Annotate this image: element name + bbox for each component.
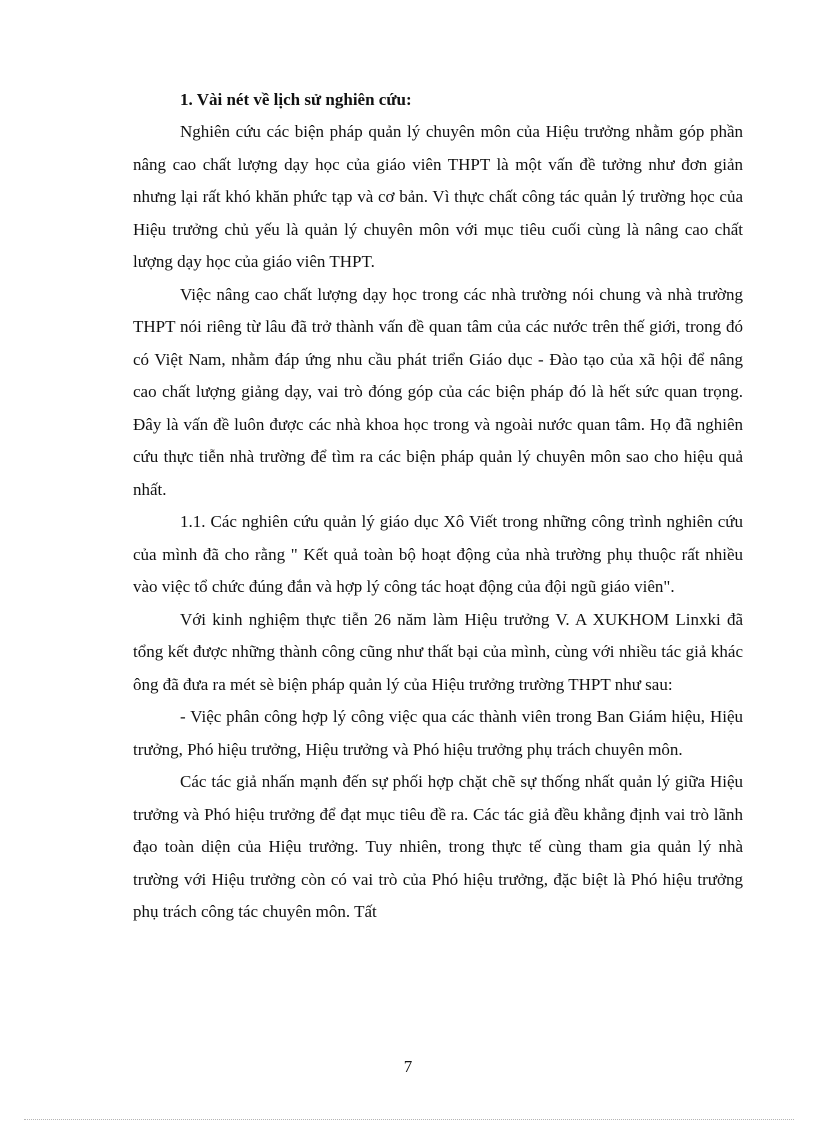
paragraph-2: Việc nâng cao chất lượng dạy học trong các nhà trường nói chung và nhà trường THPT nói riêng từ lâu đã trở thành vấn đề quan tâm của các nước trên thế giới, trong đó có Việt Nam, nhằm đáp ứng nhu cầu phát triển Giáo dục - Đào tạo của xã hội để nâng cao chất lượng giảng dạy, vai trò đóng góp của các biện pháp đó là hết sức quan trọng. Đây là vấn đề luôn được các nhà khoa học trong và ngoài nước quan tâm. Họ đã nghiên cứu thực tiễn nhà trường để tìm ra các biện pháp quản lý chuyên môn sao cho hiệu quả nhất. <box>133 284 743 499</box>
paragraph-1: Nghiên cứu các biện pháp quản lý chuyên môn của Hiệu trưởng nhằm góp phần nâng cao chất lượng dạy học của giáo viên THPT là một vấn đề tưởng như đơn giản nhưng lại rất khó khăn phức tạp và cơ bản. Vì thực chất công tác quản lý trường học của Hiệu trưởng chủ yếu là quản lý chuyên môn với mục tiêu cuối cùng là nâng cao chất lượng dạy học của giáo viên THPT. <box>133 122 743 271</box>
paragraph-3: 1.1. Các nghiên cứu quản lý giáo dục Xô Viết trong những công trình nghiên cứu của mình đã cho rằng " Kết quả toàn bộ hoạt động của nhà trường phụ thuộc rất nhiều vào việc tổ chức đúng đắn và hợp lý công tác hoạt động của đội ngũ giáo viên". <box>133 512 743 596</box>
page-bottom-divider <box>24 1119 794 1120</box>
section-heading: 1. Vài nét về lịch sử nghiên cứu: <box>180 90 412 109</box>
paragraph-4: Với kinh nghiệm thực tiễn 26 năm làm Hiệu trưởng V. A XUKHOM Linxki đã tổng kết được những thành công cũng như thất bại của mình, cùng với nhiều tác giả khác ông đã đưa ra mét sè biện pháp quản lý của Hiệu trưởng trường THPT như sau: <box>133 609 743 694</box>
paragraph-5: - Việc phân công hợp lý công việc qua các thành viên trong Ban Giám hiệu, Hiệu trưởng, Phó hiệu trưởng, Hiệu trưởng và Phó hiệu trưởng phụ trách chuyên môn. <box>133 707 743 759</box>
page-content <box>133 84 743 929</box>
page-number: 7 <box>403 1057 413 1076</box>
paragraph-6: Các tác giả nhấn mạnh đến sự phối hợp chặt chẽ sự thống nhất quản lý giữa Hiệu trưởng và Phó hiệu trưởng để đạt mục tiêu đề ra. Các tác giả đều khẳng định vai trò lãnh đạo toàn diện của Hiệu trưởng. Tuy nhiên, trong thực tế cùng tham gia quản lý nhà trường với Hiệu trưởng còn có vai trò của Phó hiệu trưởng, đặc biệt là Phó hiệu trưởng phụ trách công tác chuyên môn. Tất <box>133 772 743 921</box>
